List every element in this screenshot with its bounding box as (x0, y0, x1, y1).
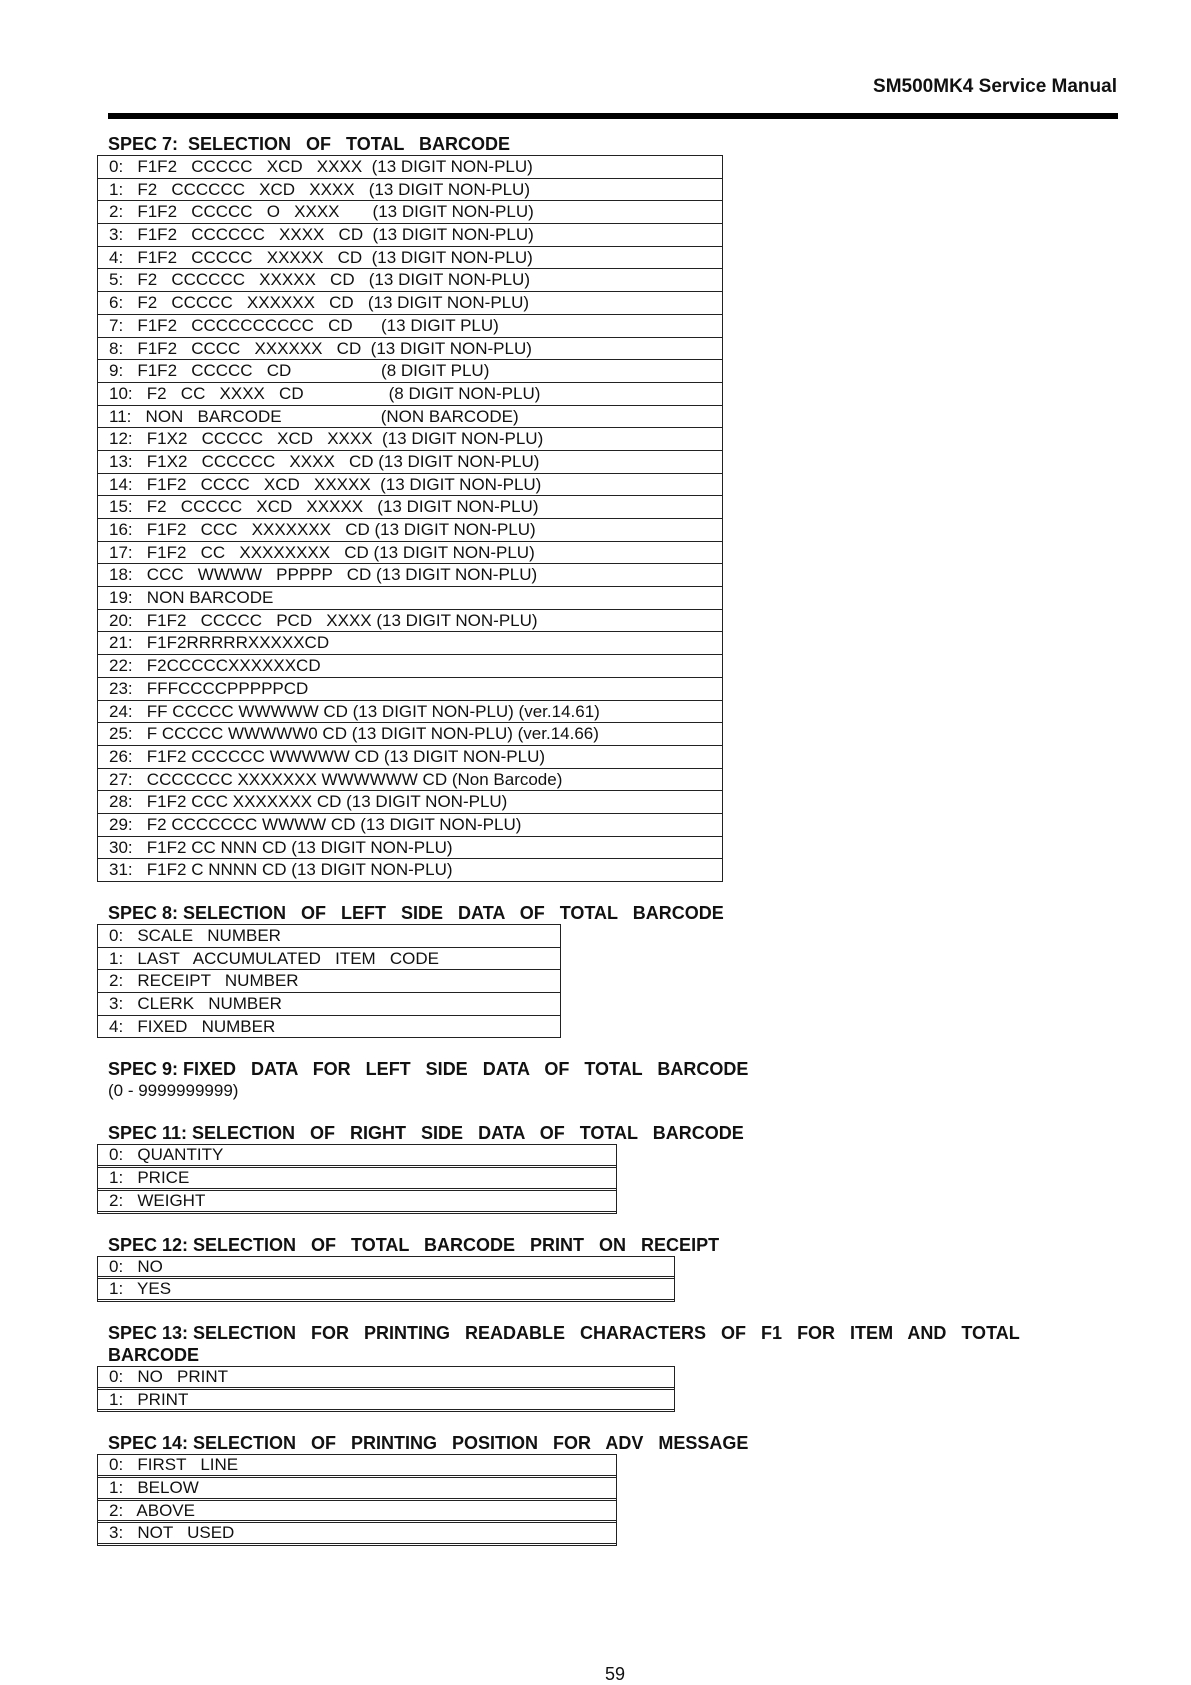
table-row: 11: NON BARCODE (NON BARCODE) (98, 406, 722, 429)
table-row: 0: NO PRINT (98, 1367, 674, 1390)
table-row: 22: F2CCCCCXXXXXXCD (98, 655, 722, 678)
spec-9-section (97, 1058, 1028, 1102)
table-row: 20: F1F2 CCCCC PCD XXXX (13 DIGIT NON-PLU) (98, 610, 722, 633)
table-row: 9: F1F2 CCCCC CD (8 DIGIT PLU) (98, 360, 722, 383)
spec-12-section (97, 1234, 1028, 1302)
table-row: 4: FIXED NUMBER (98, 1016, 560, 1039)
table-row: 2: ABOVE (98, 1501, 616, 1524)
spec-11-options-table (97, 1144, 617, 1213)
header-title: SM500MK4 Service Manual (873, 76, 1117, 97)
table-row: 2: F1F2 CCCCC O XXXX (13 DIGIT NON-PLU) (98, 201, 722, 224)
spec-12-title: SPEC 12: SELECTION OF TOTAL BARCODE PRINT ON RECEIPT (108, 1234, 720, 1255)
spec-12-options-table (97, 1256, 675, 1302)
table-row: 31: F1F2 C NNNN CD (13 DIGIT NON-PLU) (98, 859, 722, 882)
table-row: 28: F1F2 CCC XXXXXXX CD (13 DIGIT NON-PLU) (98, 791, 722, 814)
header-rule (108, 113, 1118, 119)
table-row: 1: F2 CCCCCC XCD XXXX (13 DIGIT NON-PLU) (98, 179, 722, 202)
spec-7-options-table (97, 155, 723, 882)
table-row: 18: CCC WWWW PPPPP CD (13 DIGIT NON-PLU) (98, 564, 722, 587)
page-number: 59 (604, 1664, 626, 1684)
table-row: 17: F1F2 CC XXXXXXXX CD (13 DIGIT NON-PLU) (98, 542, 722, 565)
table-row: 2: RECEIPT NUMBER (98, 970, 560, 993)
spec-8-section (97, 902, 1028, 1038)
table-row: 30: F1F2 CC NNN CD (13 DIGIT NON-PLU) (98, 837, 722, 860)
table-row: 10: F2 CC XXXX CD (8 DIGIT NON-PLU) (98, 383, 722, 406)
spec-13-options-table (97, 1366, 675, 1412)
table-row: 1: PRICE (98, 1168, 616, 1191)
table-row: 0: F1F2 CCCCC XCD XXXX (13 DIGIT NON-PLU) (98, 156, 722, 179)
spec-8-options-table (97, 924, 561, 1038)
table-row: 8: F1F2 CCCC XXXXXX CD (13 DIGIT NON-PLU) (98, 338, 722, 361)
table-row: 19: NON BARCODE (98, 587, 722, 610)
table-row: 1: YES (98, 1279, 674, 1302)
table-row: 29: F2 CCCCCCC WWWW CD (13 DIGIT NON-PLU) (98, 814, 722, 837)
table-row: 23: FFFCCCCPPPPPCD (98, 678, 722, 701)
spec-11-title: SPEC 11: SELECTION OF RIGHT SIDE DATA OF TOTAL BARCODE (108, 1123, 744, 1144)
table-row: 3: NOT USED (98, 1523, 616, 1546)
table-row: 3: F1F2 CCCCCC XXXX CD (13 DIGIT NON-PLU) (98, 224, 722, 247)
table-row: 13: F1X2 CCCCCC XXXX CD (13 DIGIT NON-PLU) (98, 451, 722, 474)
table-row: 0: FIRST LINE (98, 1455, 616, 1478)
spec-7-title: SPEC 7: SELECTION OF TOTAL BARCODE (108, 134, 511, 154)
table-row: 5: F2 CCCCCC XXXXX CD (13 DIGIT NON-PLU) (98, 269, 722, 292)
table-row: 21: F1F2RRRRRXXXXXCD (98, 632, 722, 655)
table-row: 25: F CCCCC WWWWW0 CD (13 DIGIT NON-PLU) (ver.14.66) (98, 723, 722, 746)
table-row: 0: NO (98, 1257, 674, 1280)
table-row: 0: QUANTITY (98, 1145, 616, 1168)
table-row: 2: WEIGHT (98, 1191, 616, 1214)
table-row: 1: BELOW (98, 1478, 616, 1501)
page-content (97, 133, 1035, 1566)
table-row: 24: FF CCCCC WWWWW CD (13 DIGIT NON-PLU) (ver.14.61) (98, 701, 722, 724)
table-row: 4: F1F2 CCCCC XXXXX CD (13 DIGIT NON-PLU) (98, 247, 722, 270)
spec-9-range-note: (0 - 9999999999) (108, 1081, 239, 1101)
spec-11-section (97, 1122, 1028, 1213)
spec-7-section (97, 133, 1028, 882)
table-row: 3: CLERK NUMBER (98, 993, 560, 1016)
table-row: 14: F1F2 CCCC XCD XXXXX (13 DIGIT NON-PLU) (98, 474, 722, 497)
spec-9-title: SPEC 9: FIXED DATA FOR LEFT SIDE DATA OF TOTAL BARCODE (108, 1059, 749, 1080)
table-row: 12: F1X2 CCCCC XCD XXXX (13 DIGIT NON-PLU) (98, 428, 722, 451)
table-row: 15: F2 CCCCC XCD XXXXX (13 DIGIT NON-PLU) (98, 496, 722, 519)
spec-8-title: SPEC 8: SELECTION OF LEFT SIDE DATA OF TOTAL BARCODE (108, 903, 724, 923)
table-row: 26: F1F2 CCCCCC WWWWW CD (13 DIGIT NON-PLU) (98, 746, 722, 769)
spec-14-section (97, 1432, 1028, 1546)
table-row: 1: LAST ACCUMULATED ITEM CODE (98, 948, 560, 971)
table-row: 7: F1F2 CCCCCCCCCC CD (13 DIGIT PLU) (98, 315, 722, 338)
table-row: 16: F1F2 CCC XXXXXXX CD (13 DIGIT NON-PLU) (98, 519, 722, 542)
spec-13-title: SPEC 13: SELECTION FOR PRINTING READABLE CHARACTERS OF F1 FOR ITEM AND TOTAL BARCODE (108, 1322, 1035, 1365)
table-row: 0: SCALE NUMBER (98, 925, 560, 948)
spec-14-options-table (97, 1454, 617, 1546)
table-row: 27: CCCCCCC XXXXXXX WWWWWW CD (Non Barcode) (98, 769, 722, 792)
table-row: 1: PRINT (98, 1390, 674, 1413)
spec-13-section (97, 1322, 1035, 1412)
spec-14-title: SPEC 14: SELECTION OF PRINTING POSITION FOR ADV MESSAGE (108, 1433, 749, 1454)
table-row: 6: F2 CCCCC XXXXXX CD (13 DIGIT NON-PLU) (98, 292, 722, 315)
